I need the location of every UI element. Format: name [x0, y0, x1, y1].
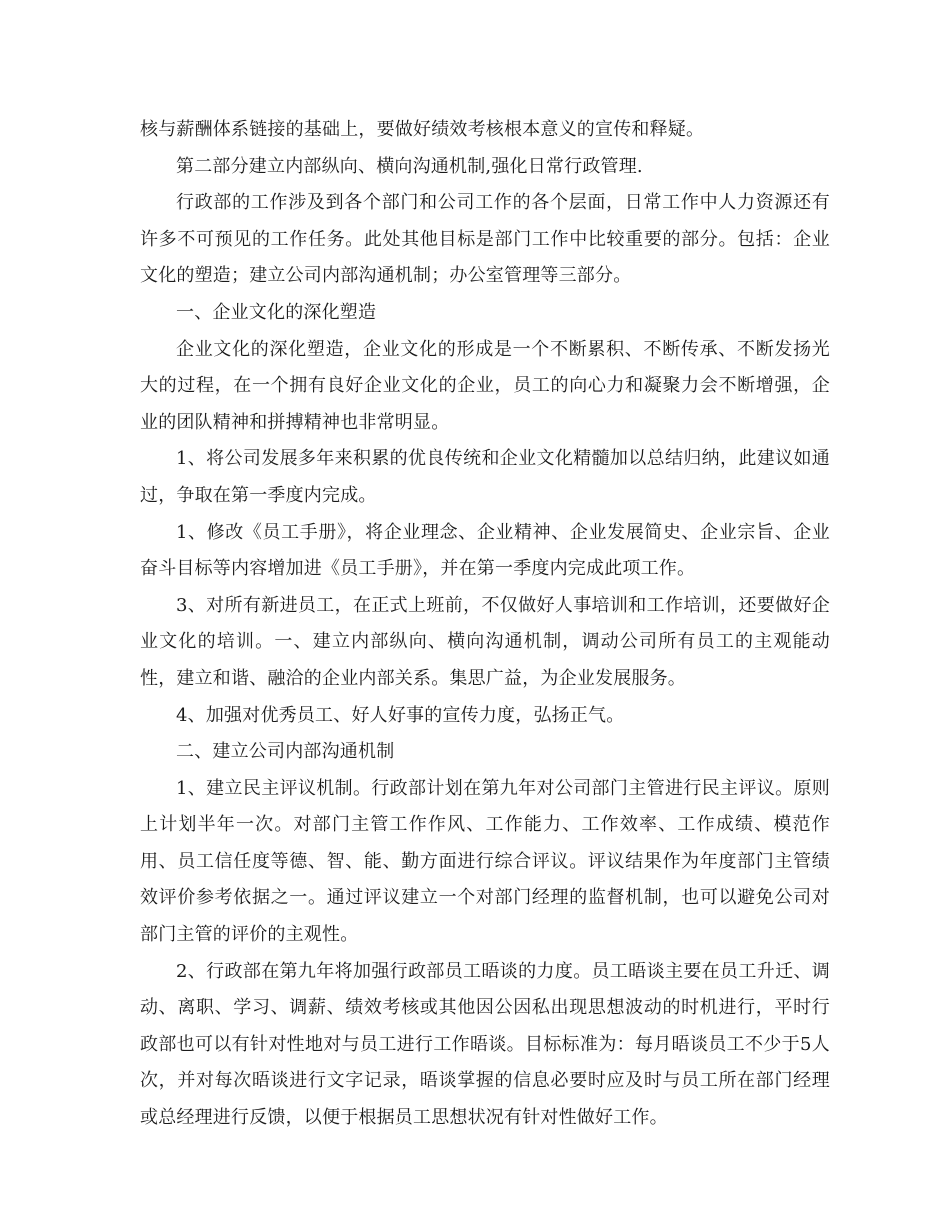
list-item: 1、修改《员工手册》，将企业理念、企业精神、企业发展简史、企业宗旨、企业奋斗目标等内容增加进《员工手册》，并在第一季度内完成此项工作。: [140, 521, 830, 580]
list-item: 2、行政部在第九年将加强行政部员工晤谈的力度。员工晤谈主要在员工升迁、调动、离职、学习、调薪、绩效考核或其他因公因私出现思想波动的时机进行，平时行政部也可以有针对性地对与员工进行工作晤谈。目标标准为：每月晤谈员工不少于5人次，并对每次晤谈进行文字记录，晤谈掌握的信息必要时应及时与员工所在部门经理或总经理进行反馈，以便于根据员工思想状况有针对性做好工作。: [140, 960, 830, 1129]
list-item: 1、建立民主评议机制。行政部计划在第九年对公司部门主管进行民主评议。原则上计划半年一次。对部门主管工作作风、工作能力、工作效率、工作成绩、模范作用、员工信任度等德、智、能、勤方面进行综合评议。评议结果作为年度部门主管绩效评价参考依据之一。通过评议建立一个对部门经理的监督机制，也可以避免公司对部门主管的评价的主观性。: [140, 777, 830, 946]
list-item: 1、将公司发展多年来积累的优良传统和企业文化精髓加以总结归纳，此建议如通过，争取在第一季度内完成。: [140, 448, 830, 506]
paragraph: 行政部的工作涉及到各个部门和公司工作的各个层面，日常工作中人力资源还有许多不可预见的工作任务。此处其他目标是部门工作中比较重要的部分。包括：企业文化的塑造；建立公司内部沟通机制；办公室管理等三部分。: [140, 192, 830, 287]
list-item: 4、加强对优秀员工、好人好事的宣传力度，弘扬正气。: [176, 704, 625, 726]
paragraph: 核与薪酬体系链接的基础上，要做好绩效考核根本意义的宣传和释疑。: [140, 119, 705, 140]
section-heading: 一、企业文化的深化塑造: [176, 301, 377, 323]
section-heading: 第二部分建立内部纵向、横向沟通机制,强化日常行政管理.: [176, 155, 643, 177]
section-heading: 二、建立公司内部沟通机制: [176, 741, 395, 763]
document-body: [140, 112, 830, 1137]
list-item: 3、对所有新进员工，在正式上班前，不仅做好人事培训和工作培训，还要做好企业文化的培训。一、建立内部纵向、横向沟通机制，调动公司所有员工的主观能动性，建立和谐、融洽的企业内部关系。集思广益，为企业发展服务。: [140, 594, 830, 689]
paragraph: 企业文化的深化塑造，企业文化的形成是一个不断累积、不断传承、不断发扬光大的过程，在一个拥有良好企业文化的企业，员工的向心力和凝聚力会不断增强，企业的团队精神和拼搏精神也非常明显。: [140, 338, 830, 433]
